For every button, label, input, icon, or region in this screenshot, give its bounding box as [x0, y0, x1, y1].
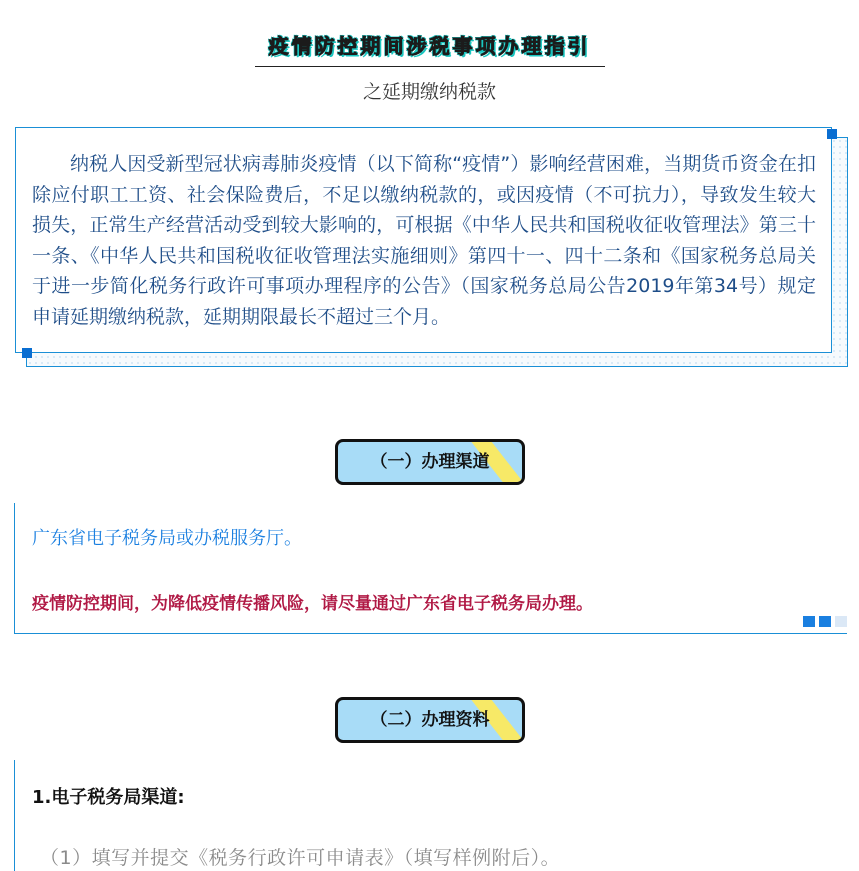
warning-text: 疫情防控期间，为降低疫情传播风险，请尽量通过广东省电子税务局办理。: [32, 594, 593, 614]
section-heading-label: （二）办理资料: [370, 710, 490, 730]
intro-paragraph: 纳税人因受新型冠状病毒肺炎疫情（以下简称“疫情”）影响经营困难，当期货币资金在扣除应付职工工资、社会保险费后，不足以缴纳税款的，或因疫情（不可抗力），导致发生较大损失，正常生产经营活动受到较大影响的，可根据《中华人民共和国税收征收管理法》第三十一条、《中华人民共和国税收征收管理法实施细则》第四十一、四十二条和《国家税务总局关于进一步简化税务行政许可事项办理程序的公告》（国家税务总局公告2019年第34号）规定申请延期缴纳税款，延期期限最长不超过三个月。: [32, 153, 816, 328]
section-heading-label: （一）办理渠道: [370, 452, 490, 472]
title-divider: [255, 66, 605, 67]
corner-square-icon: [22, 348, 32, 358]
section-heading-materials: [335, 697, 525, 743]
page-title: 疫情防控期间涉税事项办理指引: [268, 34, 591, 58]
channel-text: 广东省电子税务局或办税服务厅。: [32, 528, 302, 549]
materials-subheading: 1.电子税务局渠道:: [32, 787, 185, 808]
materials-item: （1）填写并提交《税务行政许可申请表》（填写样例附后）。: [40, 847, 561, 869]
corner-square-icon: [827, 129, 837, 139]
square-decoration-icon: [803, 616, 815, 627]
square-decoration-icon: [835, 616, 847, 627]
square-decoration-icon: [819, 616, 831, 627]
section-channel-body: [14, 503, 847, 634]
section-materials-border: [14, 760, 15, 871]
page-subtitle: 之延期缴纳税款: [362, 82, 496, 103]
section-heading-channel: [335, 439, 525, 485]
